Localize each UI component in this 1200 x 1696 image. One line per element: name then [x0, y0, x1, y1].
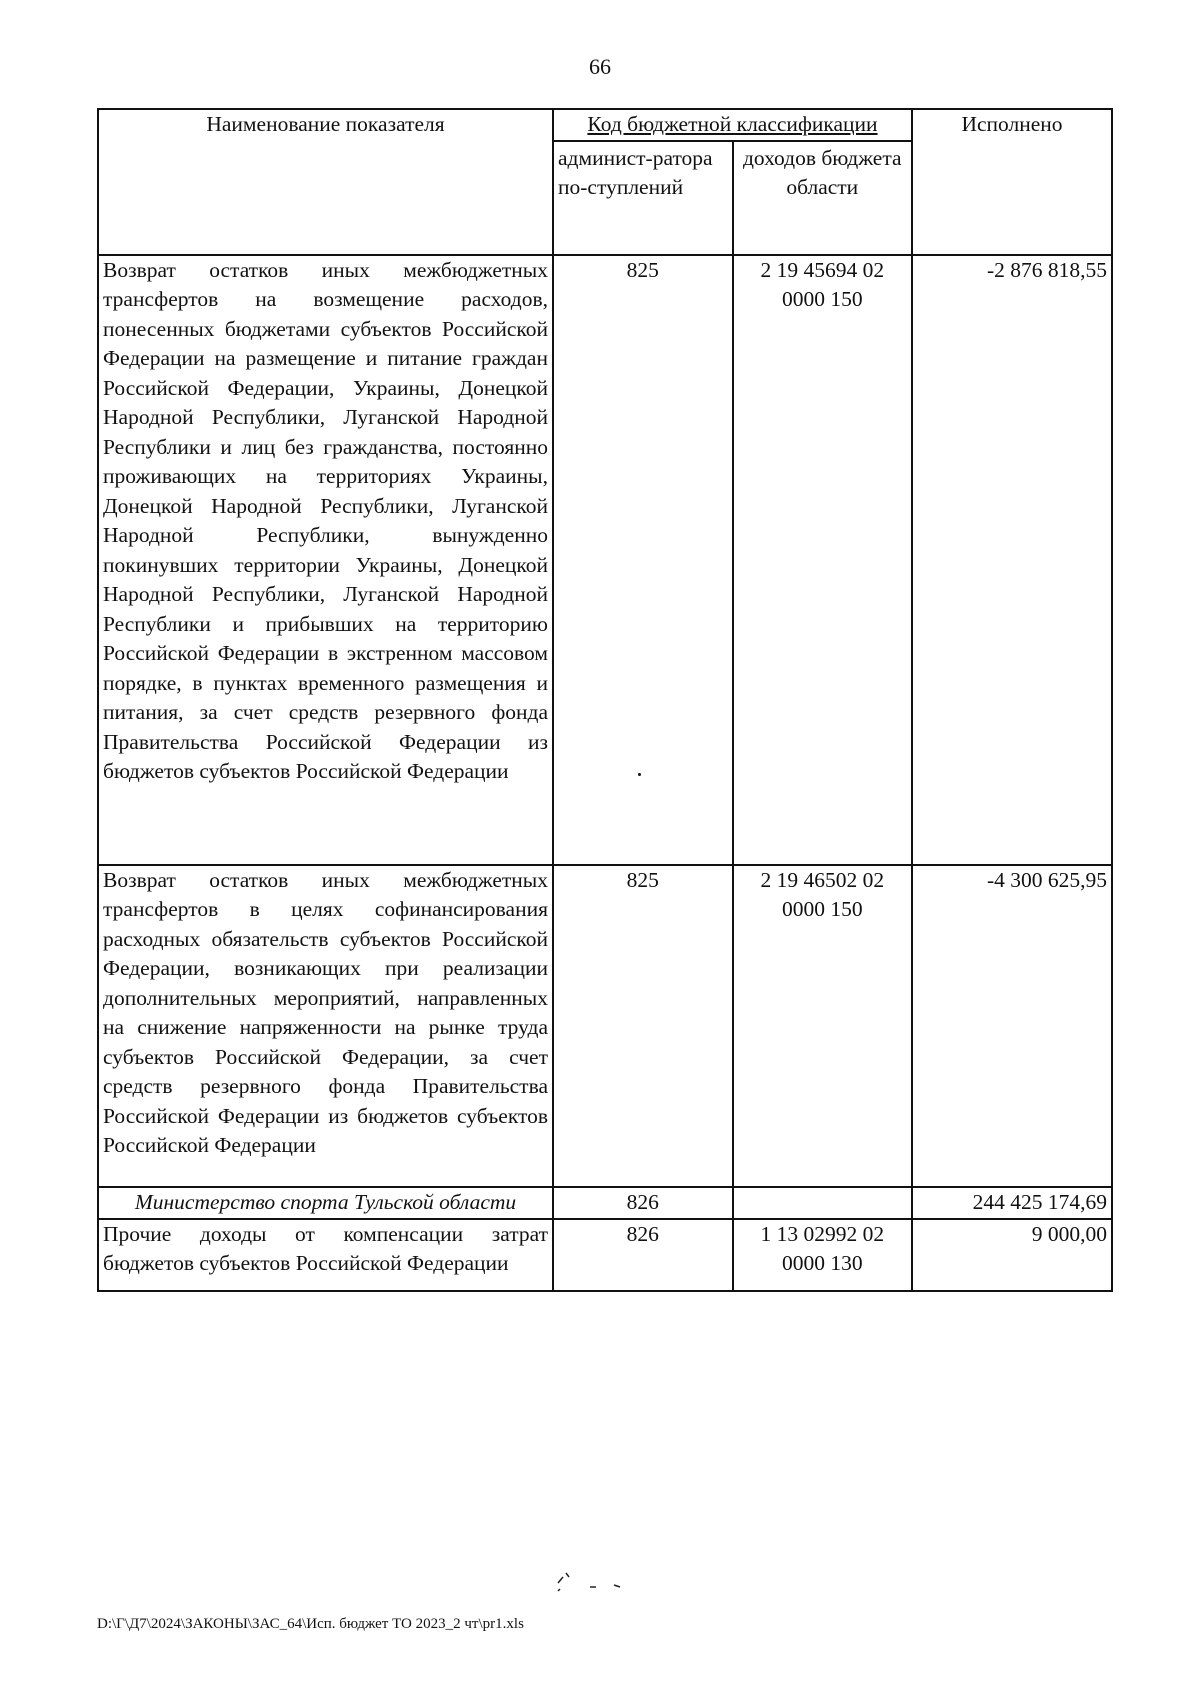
header-admin: админист-ратора по-ступлений: [553, 141, 733, 255]
row-name: Возврат остатков иных межбюджетных трансфертов в целях софинансирования расходных обязательств субъектов Российской Федерации, возникающих при реализации дополнительных мероприятий, направленных на снижение напряженности на рынке труда субъектов Российской Федерации, за счет средств резервного фонда Правительства Российской Федерации из бюджетов субъектов Российской Федерации: [98, 865, 553, 1187]
row-name: Министерство спорта Тульской области: [98, 1187, 553, 1219]
header-code-group: [553, 109, 912, 141]
header-executed: Исполнено: [912, 109, 1112, 255]
budget-table: [97, 108, 1113, 1292]
row-amount: -2 876 818,55: [912, 255, 1112, 865]
row-income-code: 2 19 45694 02 0000 150: [733, 255, 913, 865]
header-name: Наименование показателя: [98, 109, 553, 255]
row-amount: -4 300 625,95: [912, 865, 1112, 1187]
table-row: [98, 1219, 1112, 1291]
header-income: доходов бюджета области: [733, 141, 913, 255]
row-income-code: 1 13 02992 02 0000 130: [733, 1219, 913, 1291]
row-admin-code: 825: [553, 865, 733, 1187]
header-code-group-label: Код бюджетной классификации: [587, 112, 878, 136]
row-admin-code: 826: [553, 1219, 733, 1291]
row-admin-code: 825: [553, 255, 733, 865]
table-row: [98, 255, 1112, 865]
table-row: [98, 865, 1112, 1187]
table-row: [98, 1187, 1112, 1219]
row-income-code: 2 19 46502 02 0000 150: [733, 865, 913, 1187]
row-admin-code: 826: [553, 1187, 733, 1219]
row-name: Возврат остатков иных межбюджетных трансфертов на возмещение расходов, понесенных бюджетами субъектов Российской Федерации на размещение и питание граждан Российской Федерации, Украины, Донецкой Народной Республики, Луганской Народной Республики и лиц без гражданства, постоянно проживающих на территориях Украины, Донецкой Народной Республики, Луганской Народной Республики, вынужденно покинувших территории Украины, Донецкой Народной Республики, Луганской Народной Республики и прибывших на территорию Российской Федерации в экстренном массовом порядке, в пунктах временного размещения и питания, за счет средств резервного фонда Правительства Российской Федерации из бюджетов субъектов Российской Федерации: [98, 255, 553, 865]
scan-speck: [638, 773, 641, 776]
page-number: 66: [589, 54, 611, 79]
table-header-row: [98, 109, 1112, 141]
row-amount: 244 425 174,69: [912, 1187, 1112, 1219]
row-amount: 9 000,00: [912, 1219, 1112, 1291]
row-income-code: [733, 1187, 913, 1219]
row-name: Прочие доходы от компенсации затрат бюджетов субъектов Российской Федерации: [98, 1219, 553, 1291]
footer-file-path: D:\Г\Д7\2024\ЗАКОНЫ\ЗАС_64\Исп. бюджет ТО 2023_2 чт\pr1.xls: [97, 1616, 524, 1632]
scan-marks-icon: [550, 1565, 630, 1595]
